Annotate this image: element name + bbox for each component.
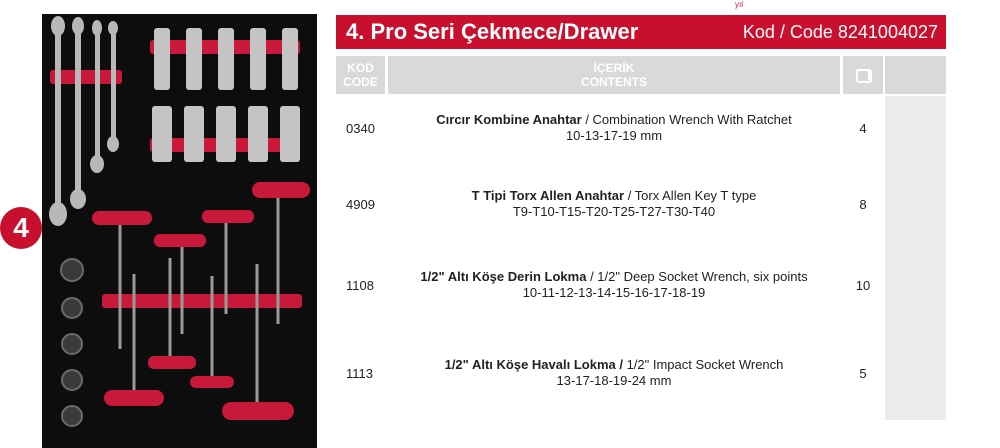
row-name-en: / 1/2" Deep Socket Wrench, six points [586, 269, 808, 284]
row-name-tr: 1/2" Altı Köşe Derin Lokma [420, 269, 587, 284]
row-sizes: 10-13-17-19 mm [565, 128, 663, 143]
row-quantity: 5 [859, 365, 867, 381]
column-header-quantity [843, 56, 883, 94]
row-description [388, 255, 840, 315]
row-code: 1113 [346, 365, 373, 381]
section-number-badge: 4 [0, 207, 42, 249]
row-name-tr: Cırcır Kombine Anahtar [436, 112, 582, 127]
quantity-box-icon [856, 69, 870, 81]
row-code: 0340 [346, 120, 375, 136]
row-name-tr: 1/2" Altı Köşe Havalı Lokma / [444, 357, 623, 372]
table-row [336, 255, 881, 315]
row-code: 4909 [346, 196, 375, 212]
row-sizes: T9-T10-T15-T20-T25-T27-T30-T40 [512, 204, 716, 219]
row-quantity: 4 [859, 120, 867, 136]
row-code: 1108 [346, 277, 374, 293]
row-description [388, 98, 840, 158]
column-header-extra [885, 56, 946, 94]
drawer-title-bar [336, 15, 946, 49]
table-row [336, 343, 881, 403]
table-row [336, 174, 881, 234]
row-sizes: 10-11-12-13-14-15-16-17-18-19 [522, 285, 706, 300]
drawer-code: Kod / Code 8241004027 [742, 21, 938, 42]
row-name-en: / Torx Allen Key T type [624, 188, 757, 203]
extra-column-body [885, 96, 946, 420]
drawer-product-photo [42, 14, 317, 448]
row-quantity: 10 [855, 277, 871, 293]
table-row [336, 98, 881, 158]
tool-tray-illustration [42, 14, 317, 448]
row-name-tr: T Tipi Torx Allen Anahtar [471, 188, 625, 203]
column-header-contents: İÇERİK CONTENTS [388, 56, 840, 94]
row-sizes: 13-17-18-19-24 mm [556, 373, 672, 388]
row-description [388, 174, 840, 234]
row-quantity: 8 [859, 196, 867, 212]
column-header-code: KOD CODE [336, 56, 385, 94]
row-name-en: 1/2" Impact Socket Wrench [622, 357, 784, 372]
row-name-en: / Combination Wrench With Ratchet [581, 112, 792, 127]
year-note: yıl [735, 0, 743, 9]
row-description [388, 343, 840, 403]
drawer-title: 4. Pro Seri Çekmece/Drawer [346, 19, 639, 44]
